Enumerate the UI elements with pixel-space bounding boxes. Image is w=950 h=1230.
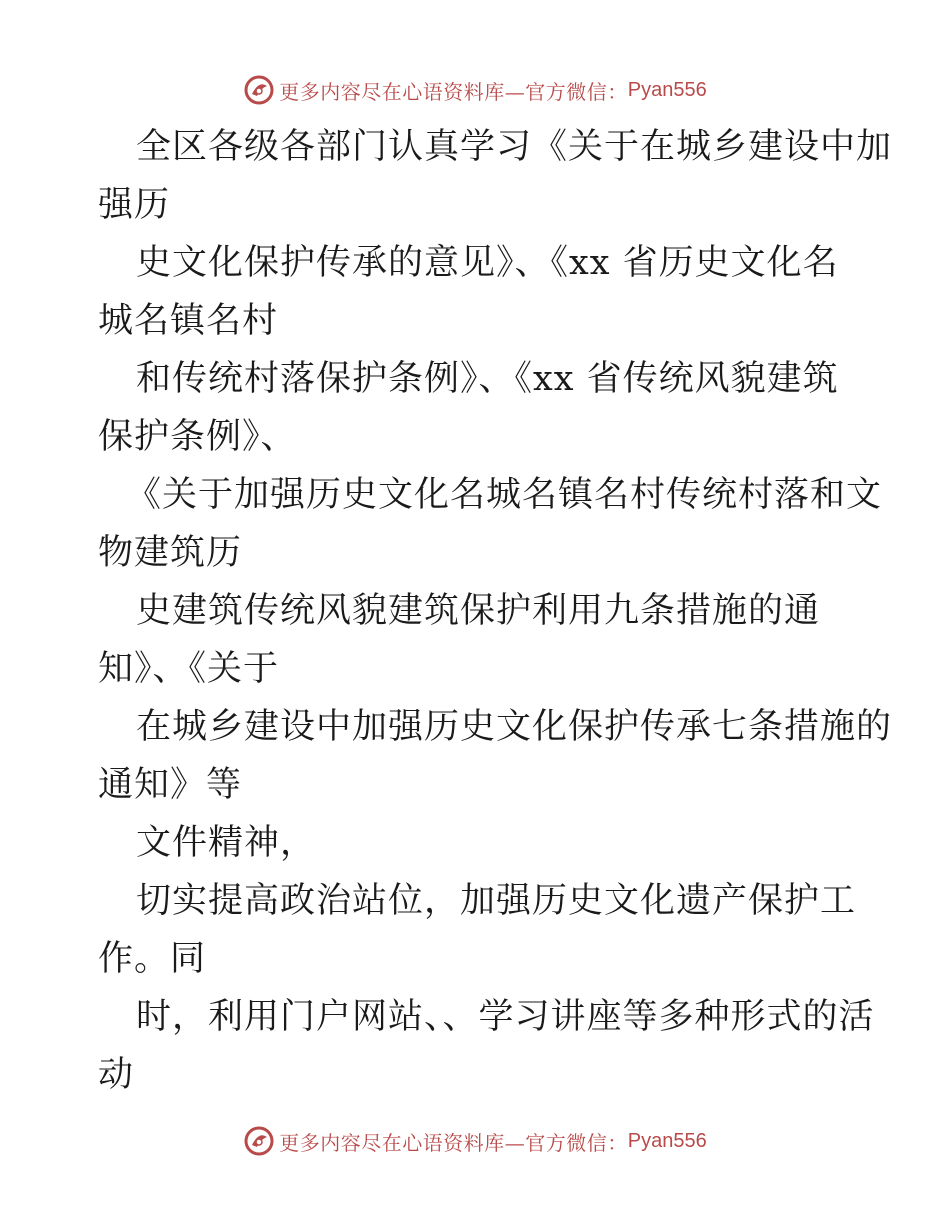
footer-banner	[0, 1121, 950, 1161]
red-swirl-logo-icon	[243, 1125, 275, 1157]
paragraph-line: 全区各级各部门认真学习《关于在城乡建设中加	[136, 127, 893, 167]
paragraph-line: 史文化保护传承的意见》、《xx 省历史文化名	[136, 243, 839, 283]
paragraph-line: 和传统村落保护条例》、《xx 省传统风貌建筑	[136, 359, 839, 399]
paragraph-line: 《关于加强历史文化名城名镇名村传统村落和文	[126, 475, 883, 515]
header-banner-id: Pyan556	[627, 78, 707, 101]
paragraph-line: 保护条例》、	[98, 417, 297, 457]
paragraph-line: 在城乡建设中加强历史文化保护传承七条措施的	[136, 707, 893, 747]
red-swirl-logo-icon	[243, 74, 275, 106]
header-banner-text: 更多内容尽在心语资料库—官方微信：	[279, 79, 628, 104]
header-banner	[0, 70, 950, 110]
paragraph-line: 知》、《关于	[98, 649, 280, 689]
paragraph-line: 文件精神，	[136, 823, 317, 863]
paragraph-line: 史建筑传统风貌建筑保护利用九条措施的通	[136, 591, 821, 631]
paragraph-line: 作。同	[98, 939, 207, 979]
paragraph-line: 切实提高政治站位，加强历史文化遗产保护工	[136, 881, 857, 921]
paragraph-line: 时，利用门户网站、、学习讲座等多种形式的活	[136, 997, 875, 1037]
paragraph-line: 物建筑历	[98, 533, 243, 573]
paragraph-line: 强历	[98, 185, 171, 225]
paragraph-line: 城名镇名村	[98, 301, 279, 341]
paragraph-line: 动	[98, 1055, 135, 1095]
document-body	[98, 118, 893, 1104]
footer-banner-id: Pyan556	[627, 1129, 707, 1152]
footer-banner-text: 更多内容尽在心语资料库—官方微信：	[279, 1130, 628, 1155]
paragraph-line: 通知》等	[98, 765, 243, 805]
